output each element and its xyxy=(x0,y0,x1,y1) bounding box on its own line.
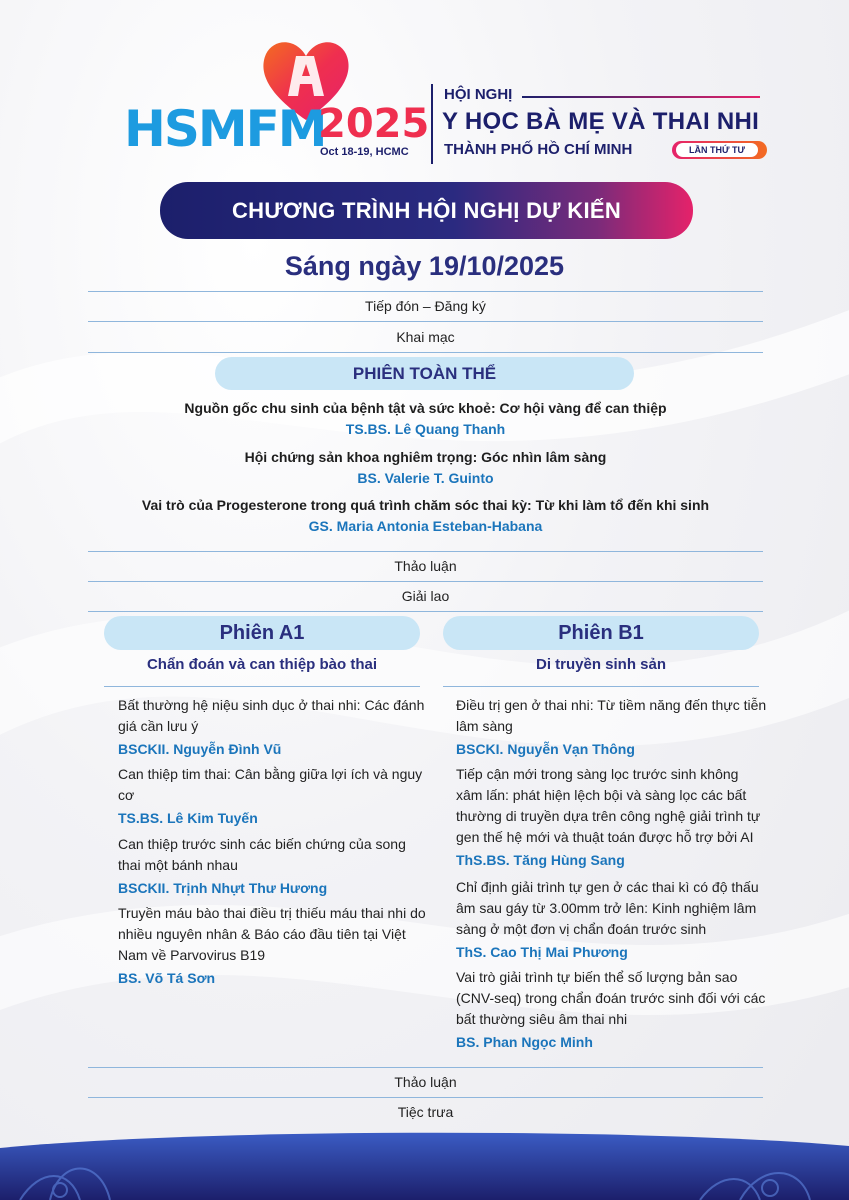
talk-title: Tiếp cận mới trong sàng lọc trước sinh không xâm lấn: phát hiện lệch bội và sàng lọc các bất thường di truyền dựa trên công nghệ giải trình tự gen thế hệ mới và thuật toán được hỗ trợ bởi AI xyxy=(456,766,761,845)
talk-speaker: BS. Võ Tá Sơn xyxy=(118,970,216,986)
conference-city: THÀNH PHỐ HỒ CHÍ MINH xyxy=(444,141,633,158)
edition-badge xyxy=(672,141,767,159)
session-b1-talk xyxy=(456,967,768,1053)
divider xyxy=(88,1097,763,1098)
conference-header xyxy=(0,0,849,185)
talk-title: Chỉ định giải trình tự gen ở các thai kì có độ thấu âm sau gáy từ 3.00mm trở lên: Kinh nghiệm lâm sàng ở một đơn vị chẩn đoán trước sinh xyxy=(456,879,759,937)
plenary-talk-title: Hội chứng sản khoa nghiêm trọng: Góc nhìn lâm sàng xyxy=(244,449,607,465)
session-a1-subtitle: Chẩn đoán và can thiệp bào thai xyxy=(146,656,378,673)
divider xyxy=(443,686,759,687)
divider xyxy=(88,321,763,322)
session-b1-talk xyxy=(456,877,768,963)
talk-title: Can thiệp trước sinh các biến chứng của song thai một bánh nhau xyxy=(118,836,406,873)
talk-title: Vai trò giải trình tự biến thể số lượng bản sao (CNV-seq) trong chẩn đoán trước sinh đối với các bất thường siêu âm thai nhi xyxy=(456,969,766,1027)
logo-wordmark: HSMFM xyxy=(124,100,326,158)
divider xyxy=(88,551,763,552)
talk-title: Điều trị gen ở thai nhi: Từ tiềm năng đến thực tiễn lâm sàng xyxy=(456,697,767,734)
session-a1-label: Phiên A1 xyxy=(104,616,420,650)
divider xyxy=(88,1067,763,1068)
plenary-talk-speaker: TS.BS. Lê Quang Thanh xyxy=(345,421,506,437)
divider xyxy=(104,686,420,687)
talk-speaker: BSCKI. Nguyễn Vạn Thông xyxy=(456,741,635,757)
talk-speaker: ThS.BS. Tăng Hùng Sang xyxy=(456,852,625,868)
talk-speaker: BSCKII. Trịnh Nhựt Thư Hương xyxy=(118,880,328,896)
session-b1-talk xyxy=(456,695,768,760)
plenary-talk-title: Vai trò của Progesterone trong quá trình chăm sóc thai kỳ: Từ khi làm tổ đến khi sinh xyxy=(141,497,710,513)
session-b1-label: Phiên B1 xyxy=(443,616,759,650)
talk-title: Truyền máu bào thai điều trị thiếu máu thai nhi do nhiều nguyên nhân & Báo cáo đầu tiên tại Việt Nam về Parvovirus B19 xyxy=(118,905,426,963)
session-a1-talk xyxy=(118,834,430,899)
session-a1-talk xyxy=(118,764,430,829)
program-banner: CHƯƠNG TRÌNH HỘI NGHỊ DỰ KIẾN xyxy=(160,182,693,239)
row-opening: Khai mạc xyxy=(396,329,455,345)
session-a1-talk xyxy=(118,695,430,760)
talk-speaker: BS. Phan Ngọc Minh xyxy=(456,1034,593,1050)
plenary-talk-title: Nguồn gốc chu sinh của bệnh tật và sức khoẻ: Cơ hội vàng để can thiệp xyxy=(184,400,667,416)
edition-label: LẦN THỨ TƯ xyxy=(676,143,758,157)
divider xyxy=(88,352,763,353)
divider xyxy=(88,611,763,612)
footer-pattern xyxy=(0,1128,849,1200)
divider xyxy=(88,581,763,582)
plenary-session-label: PHIÊN TOÀN THỂ xyxy=(215,357,634,390)
session-a1-talk xyxy=(118,903,430,989)
talk-speaker: TS.BS. Lê Kim Tuyến xyxy=(118,810,258,826)
row-registration: Tiếp đón – Đăng ký xyxy=(365,298,486,314)
logo-date: Oct 18-19, HCMC xyxy=(320,146,409,158)
conference-title: Y HỌC BÀ MẸ VÀ THAI NHI xyxy=(442,108,760,135)
talk-title: Bất thường hệ niệu sinh dục ở thai nhi: Các đánh giá cần lưu ý xyxy=(118,697,425,734)
row-lunch: Tiệc trưa xyxy=(397,1104,454,1120)
divider xyxy=(88,291,763,292)
talk-speaker: ThS. Cao Thị Mai Phương xyxy=(456,944,628,960)
session-b1-subtitle: Di truyền sinh sản xyxy=(535,656,667,673)
date-heading: Sáng ngày 19/10/2025 xyxy=(284,251,565,281)
plenary-talk-speaker: BS. Valerie T. Guinto xyxy=(357,470,494,486)
plenary-talk-speaker: GS. Maria Antonia Esteban-Habana xyxy=(308,518,543,534)
session-b1-talk xyxy=(456,764,768,871)
header-divider xyxy=(431,84,433,164)
logo-year: 2025 xyxy=(318,101,430,147)
row-break: Giải lao xyxy=(401,588,450,604)
row-discussion: Thảo luận xyxy=(394,1074,457,1090)
talk-speaker: BSCKII. Nguyễn Đình Vũ xyxy=(118,741,282,757)
talk-title: Can thiệp tim thai: Cân bằng giữa lợi ích và nguy cơ xyxy=(118,766,423,803)
header-accent-rule xyxy=(522,96,760,98)
conference-line1: HỘI NGHỊ xyxy=(444,86,513,103)
row-discussion: Thảo luận xyxy=(394,558,457,574)
